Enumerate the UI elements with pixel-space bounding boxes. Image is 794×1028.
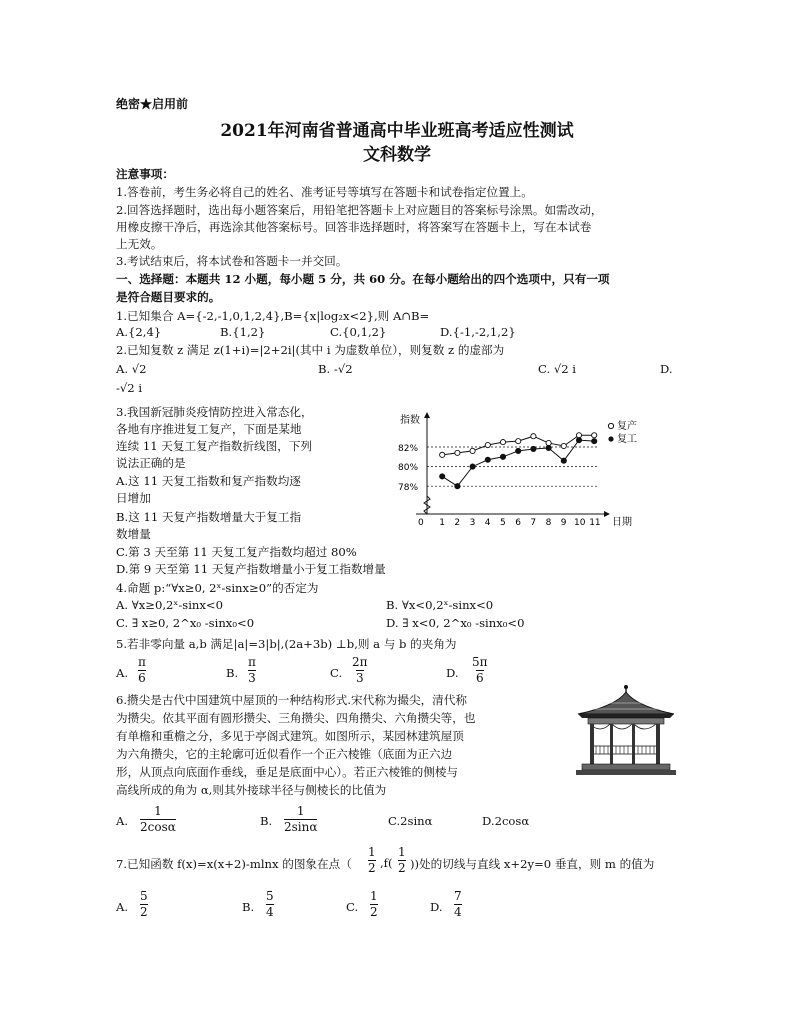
y-tick-label: 80% xyxy=(398,463,419,473)
q7-stem-b: ,f( xyxy=(380,856,393,870)
q1-option-b: B.{1,2} xyxy=(220,325,266,339)
q3-option-a-2: 日增加 xyxy=(116,491,151,505)
q7-option-c: $\frac{1}{2}$ xyxy=(370,889,378,919)
x-tick-label: 1 xyxy=(439,518,445,528)
q5-option-d-label: D. xyxy=(446,666,459,680)
q7-option-c-label: C. xyxy=(346,900,359,914)
data-point xyxy=(470,448,475,453)
q5-option-c-label: C. xyxy=(330,666,343,680)
q7-point-fx: $\frac{1}{2}$ xyxy=(398,845,406,875)
x-tick-label: 4 xyxy=(484,518,491,528)
note-1: 1.答卷前，考生务必将自己的姓名、准考证号等填写在答题卡和试卷指定位置上。 xyxy=(116,185,533,199)
data-point xyxy=(440,474,445,479)
x-tick-label: 6 xyxy=(515,518,521,528)
q3-option-d: D.第 9 天至第 11 天复产指数增量小于复工指数增量 xyxy=(116,562,386,576)
x-tick-label: 0 xyxy=(418,518,424,528)
legend-label: 复工 xyxy=(617,434,637,445)
q5-stem: 5.若非零向量 a,b 满足|a|=3|b|,(2a+3b) ⊥b,则 a 与 b 的夹角为 xyxy=(116,637,457,651)
data-point xyxy=(531,446,536,451)
q5-option-a: $\frac{\pi}{6}$ xyxy=(138,655,146,685)
q3-line-1: 3.我国新冠肺炎疫情防控进入常态化， xyxy=(116,405,313,419)
note-2c: 上无效。 xyxy=(116,237,163,251)
q3-option-b-2: 数增量 xyxy=(116,527,151,541)
q3-option-a-1: A.这 11 天复工指数和复产指数均逐 xyxy=(116,474,301,488)
q1-option-d: D.{-1,-2,1,2} xyxy=(440,325,516,339)
x-tick-label: 2 xyxy=(454,518,461,528)
q3-line-2: 各地有序推进复工复产，下面是某地 xyxy=(116,422,302,436)
x-tick-label: 8 xyxy=(545,518,552,528)
y-axis-arrow xyxy=(424,412,430,418)
line-chart xyxy=(394,404,644,528)
data-point xyxy=(592,439,597,444)
data-point xyxy=(516,448,521,453)
q2-stem: 2.已知复数 z 满足 z(1+i)=|2+2i|(其中 i 为虚数单位），则复数 z 的虚部为 xyxy=(116,343,505,357)
q7-option-d-label: D. xyxy=(430,900,443,914)
q6-line-4: 为六角攒尖，它的主轮廓可近似看作一个正六棱锥（底面为正六边 xyxy=(116,747,453,761)
q3-line-3: 连续 11 天复工复产指数折线图，下列 xyxy=(116,439,313,453)
q4-option-a: A. ∀x≥0,2ˣ-sinx<0 xyxy=(116,598,224,612)
data-point xyxy=(500,440,505,445)
data-point xyxy=(455,450,460,455)
q2-option-a: A. √2 xyxy=(116,362,147,376)
data-point xyxy=(592,433,597,438)
q7-option-b-label: B. xyxy=(242,900,255,914)
note-2b: 用橡皮擦干净后，再选涂其他答案标号。回答非选择题时，将答案写在答题卡上，写在本试卷 xyxy=(116,220,592,234)
data-point xyxy=(531,434,536,439)
q4-option-c: C. ∃ x≥0, 2^x₀ -sinx₀<0 xyxy=(116,616,255,630)
q6-line-2: 为攒尖。依其平面有圆形攒尖、三角攒尖、四角攒尖、六角攒尖等，也 xyxy=(116,711,476,725)
q6-option-b: $\frac{1}{2\sin\alpha}$ xyxy=(284,804,318,834)
q5-option-d: $\frac{5\pi}{6}$ xyxy=(472,655,488,685)
data-point xyxy=(440,452,445,457)
x-tick-label: 7 xyxy=(530,518,537,528)
pavilion-illustration xyxy=(572,684,680,780)
q2-option-d: -√2 i xyxy=(116,381,143,395)
data-point xyxy=(561,458,566,463)
q4-option-b: B. ∀x<0,2ˣ-sinx<0 xyxy=(386,598,494,612)
q6-line-6: 高线所成的角为 α,则其外接球半径与侧棱长的比值为 xyxy=(116,783,387,797)
q6-line-3: 有单檐和重檐之分，多见于亭阁式建筑。如图所示，某园林建筑屋顶 xyxy=(116,729,464,743)
q2-option-d-label: D. xyxy=(660,362,673,376)
data-point xyxy=(576,433,581,438)
x-tick-label: 3 xyxy=(469,518,476,528)
data-point xyxy=(455,484,460,489)
q6-option-a: $\frac{1}{2\cos\alpha}$ xyxy=(140,804,176,834)
data-point xyxy=(485,457,490,462)
q6-line-5: 形，从顶点向底面作垂线，垂足是底面中心）。若正六棱锥的侧棱与 xyxy=(116,765,459,779)
chart-xlabel: 日期 xyxy=(612,517,632,528)
q7-stem-a: 7.已知函数 f(x)=x(x+2)-mlnx 的图象在点（ xyxy=(116,857,352,871)
q7-option-b: $\frac{5}{4}$ xyxy=(266,889,274,919)
q7-option-a: $\frac{5}{2}$ xyxy=(140,889,148,919)
x-tick-label: 10 xyxy=(574,518,586,528)
q7-point-x: $\frac{1}{2}$ xyxy=(368,845,376,875)
q5-option-b-label: B. xyxy=(226,666,239,680)
x-tick-label: 11 xyxy=(589,518,601,528)
data-point xyxy=(516,439,521,444)
x-axis-arrow xyxy=(604,511,610,517)
data-point xyxy=(546,440,551,445)
q3-option-c: C.第 3 天至第 11 天复工复产指数均超过 80% xyxy=(116,545,357,559)
legend-label: 复产 xyxy=(617,421,637,432)
q7-option-a-label: A. xyxy=(116,900,129,914)
section-heading-2: 是符合题目要求的。 xyxy=(116,290,221,304)
q3-option-b-1: B.这 11 天复产指数增量大于复工指 xyxy=(116,510,302,524)
q7-option-d: $\frac{7}{4}$ xyxy=(454,889,462,919)
data-point xyxy=(561,443,566,448)
secret-label: 绝密★启用前 xyxy=(116,97,189,111)
q2-option-c: C. √2 i xyxy=(538,362,577,376)
legend-marker-filled xyxy=(608,436,613,441)
note-2a: 2.回答选择题时，选出每小题答案后，用铅笔把答题卡上对应题目的答案标号涂黑。如需改动， xyxy=(116,203,603,217)
q5-option-a-label: A. xyxy=(116,666,129,680)
q6-option-c: C.2sinα xyxy=(388,814,433,828)
q6-option-a-label: A. xyxy=(116,814,129,828)
q6-option-d: D.2cosα xyxy=(482,814,530,828)
legend-marker-open xyxy=(608,423,613,428)
q6-option-b-label: B. xyxy=(260,814,273,828)
q4-option-d: D. ∃ x<0, 2^x₀ -sinx₀<0 xyxy=(386,616,525,630)
data-point xyxy=(485,442,490,447)
q7-stem-c: ))处的切线与直线 x+2y=0 垂直，则 m 的值为 xyxy=(410,857,655,871)
q5-option-b: $\frac{\pi}{3}$ xyxy=(248,655,256,685)
q5-option-c: $\frac{2\pi}{3}$ xyxy=(352,655,368,685)
x-tick-label: 9 xyxy=(560,518,567,528)
y-tick-label: 82% xyxy=(398,444,419,454)
data-point xyxy=(576,438,581,443)
data-point xyxy=(500,454,505,459)
chart-ylabel: 指数 xyxy=(400,415,420,426)
page-subtitle: 文科数学 xyxy=(363,145,431,165)
q1-stem: 1.已知集合 A={-2,-1,0,1,2,4},B={x|log₂x<2},则 A∩B= xyxy=(116,309,430,323)
notes-heading: 注意事项： xyxy=(116,167,174,181)
q4-stem: 4.命题 p:“∀x≥0, 2ˣ-sinx≥0”的否定为 xyxy=(116,581,319,595)
y-tick-label: 78% xyxy=(398,483,419,493)
x-tick-label: 5 xyxy=(500,518,506,528)
q2-option-b: B. -√2 xyxy=(318,362,353,376)
q6-line-1: 6.攒尖是古代中国建筑中屋顶的一种结构形式.宋代称为撮尖，清代称 xyxy=(116,693,467,707)
section-heading-1: 一、选择题：本题共 12 小题，每小题 5 分，共 60 分。在每小题给出的四个选项中，只有一项 xyxy=(116,272,610,286)
page-title: 2021年河南省普通高中毕业班高考适应性测试 xyxy=(220,121,574,141)
data-point xyxy=(470,464,475,469)
note-3: 3.考试结束后，将本试卷和答题卡一并交回。 xyxy=(116,254,348,268)
data-point xyxy=(546,445,551,450)
q3-line-4: 说法正确的是 xyxy=(116,456,186,470)
q1-option-a: A.{2,4} xyxy=(116,325,162,339)
q1-option-c: C.{0,1,2} xyxy=(330,325,387,339)
